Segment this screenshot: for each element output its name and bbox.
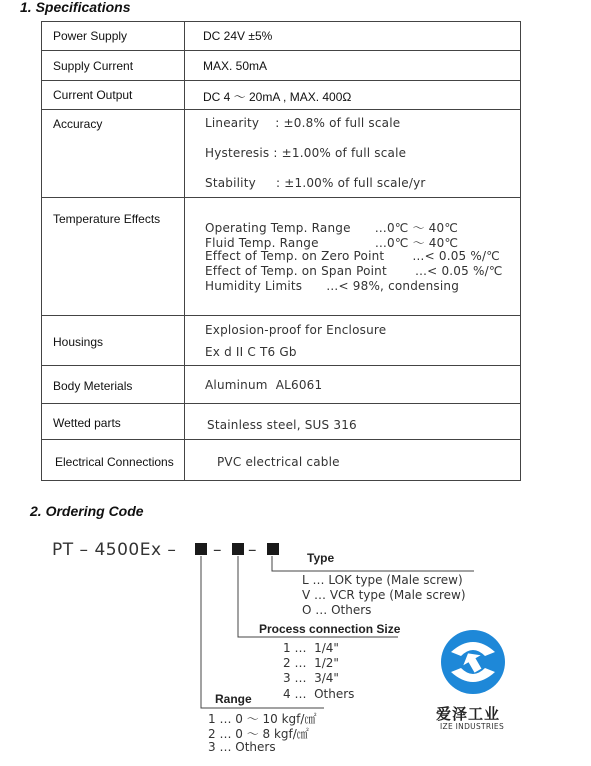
spec-label-wetted-parts: Wetted parts	[53, 416, 121, 430]
process-option-1: 1 … 1/4"	[283, 641, 339, 655]
range-option-2: 2 … 0 ～ 8 kgf/㎠	[208, 727, 309, 741]
spec-value-body-material: Aluminum AL6061	[205, 378, 323, 392]
spec-value-humidity: Humidity Limits …< 98%, condensing	[205, 279, 460, 293]
spec-value-supply-current: MAX. 50mA	[203, 59, 268, 73]
spec-label-supply-current: Supply Current	[53, 59, 134, 73]
spec-label-temperature-effects: Temperature Effects	[53, 212, 161, 226]
code-separator: –	[213, 540, 222, 560]
type-label: Type	[307, 551, 335, 565]
spec-value-ex-rating: Ex d II C T6 Gb	[205, 345, 297, 359]
spec-value-span-point: Effect of Temp. on Span Point …< 0.05 %/℃	[205, 264, 503, 278]
spec-value-power-supply: DC 24V ±5%	[203, 29, 273, 43]
spec-value-explosion-proof: Explosion-proof for Enclosure	[205, 323, 387, 337]
process-option-4: 4 … Others	[283, 687, 355, 701]
spec-value-wetted-parts: Stainless steel, SUS 316	[207, 418, 357, 432]
spec-label-current-output: Current Output	[53, 88, 133, 102]
type-option-lok: L … LOK type (Male screw)	[302, 573, 463, 587]
spec-value-electrical: PVC electrical cable	[217, 455, 340, 469]
spec-value-hysteresis: Hysteresis : ±1.00% of full scale	[205, 146, 407, 160]
process-connection-label: Process connection Size	[259, 622, 401, 636]
spec-label-housings: Housings	[53, 335, 104, 349]
ordering-code-title: 2. Ordering Code	[30, 503, 144, 519]
spec-value-current-output: DC 4 ～ 20mA , MAX. 400Ω	[203, 90, 352, 104]
spec-value-stability: Stability : ±1.00% of full scale/yr	[205, 176, 426, 190]
spec-value-linearity: Linearity : ±0.8% of full scale	[205, 116, 401, 130]
specifications-title: 1. Specifications	[20, 0, 131, 15]
code-separator: –	[248, 540, 257, 560]
process-option-2: 2 … 1/2"	[283, 656, 339, 670]
spec-label-power-supply: Power Supply	[53, 29, 128, 43]
spec-label-accuracy: Accuracy	[53, 117, 103, 131]
spec-value-fluid-temp: Fluid Temp. Range …0℃ ～ 40℃	[205, 236, 459, 250]
logo-chinese-text: 爱泽工业	[436, 705, 501, 723]
spec-label-body-materials: Body Meterials	[53, 379, 133, 393]
logo-english-text: IZE INDUSTRIES	[440, 722, 505, 731]
spec-label-electrical-connections: Electrical Connections	[55, 455, 174, 469]
range-label: Range	[215, 692, 252, 706]
type-option-vcr: V … VCR type (Male screw)	[302, 588, 466, 602]
type-connector	[272, 556, 474, 571]
ordering-code-prefix: PT – 4500Ex –	[52, 540, 177, 560]
type-option-others: O … Others	[302, 603, 372, 617]
process-option-3: 3 … 3/4"	[283, 671, 339, 685]
range-option-3: 3 … Others	[208, 740, 276, 754]
spec-value-operating-temp: Operating Temp. Range …0℃ ～ 40℃	[205, 221, 459, 235]
spec-value-zero-point: Effect of Temp. on Zero Point …< 0.05 %/℃	[205, 249, 500, 263]
range-option-1: 1 … 0 ～ 10 kgf/㎠	[208, 712, 317, 726]
logo-emblem-icon	[433, 622, 513, 702]
